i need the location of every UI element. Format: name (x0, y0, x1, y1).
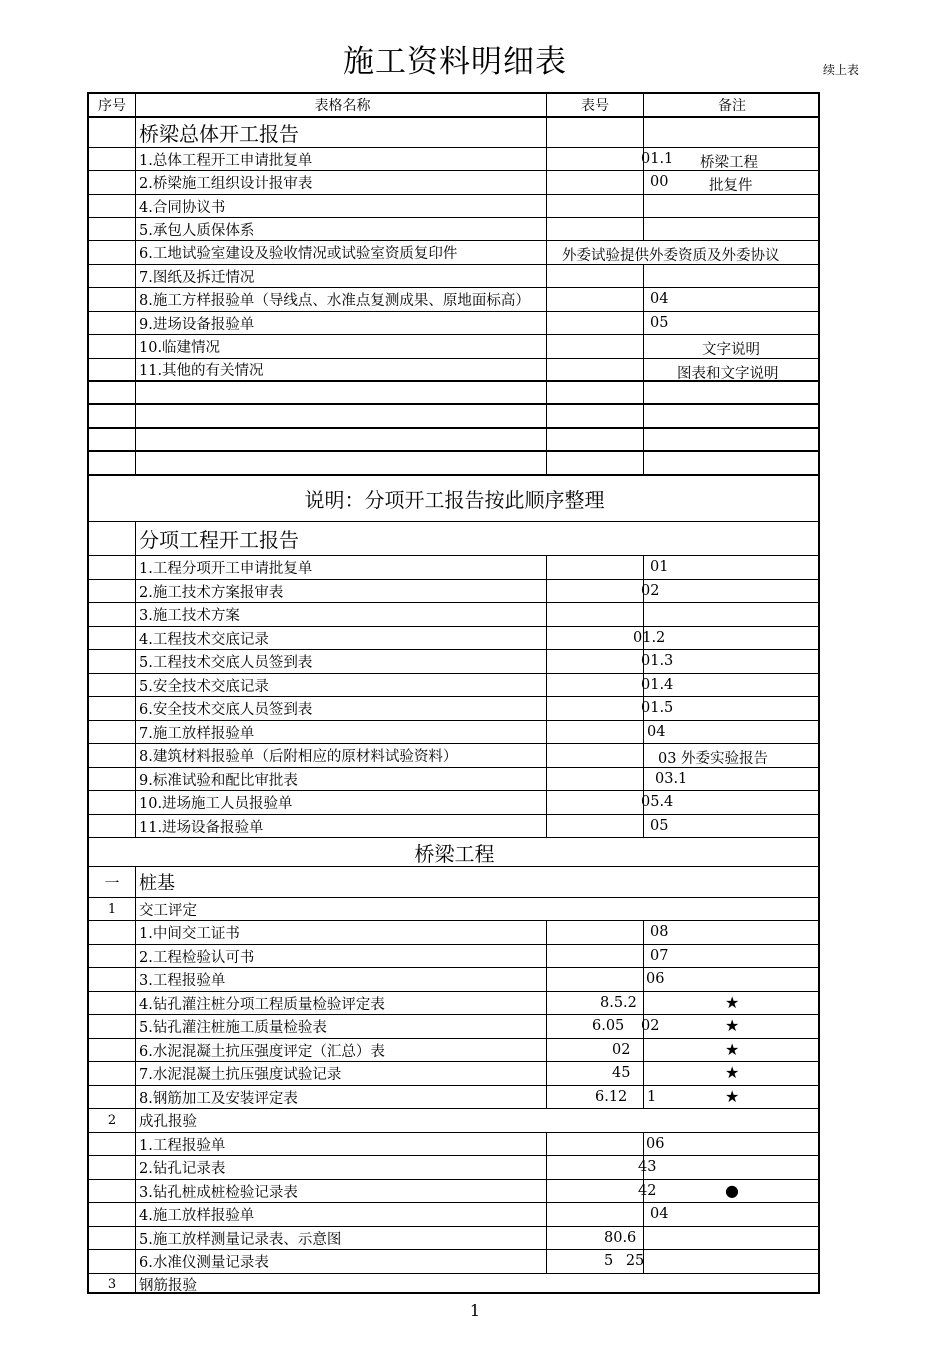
row-code: 01.3 (641, 653, 674, 669)
row-name: 4.工程技术交底记录 (136, 627, 547, 649)
row-code: 01 (650, 559, 669, 575)
row-name: 3.钻孔桩成桩检验记录表 (136, 1180, 547, 1202)
table-row (89, 148, 818, 171)
row-code: 05 (650, 818, 669, 834)
row-code-2: 02 (641, 1018, 660, 1034)
empty-row (89, 452, 818, 476)
row-name: 6.工地试验室建设及验收情况或试验室资质复印件 (136, 241, 547, 264)
table-row (89, 1227, 818, 1250)
row-name: 6.安全技术交底人员签到表 (136, 697, 547, 720)
row-name: 4.合同协议书 (136, 195, 547, 217)
table-row (89, 791, 818, 815)
table-row (89, 171, 818, 195)
table-header-row (89, 94, 818, 118)
row-name: 1.总体工程开工申请批复单 (136, 148, 547, 170)
row-code: 6.05 (592, 1018, 625, 1034)
continued-label: 续上表 (823, 63, 860, 77)
table-row (89, 1156, 818, 1180)
row-name: 8.施工方样报验单（导线点、水准点复测成果、原地面标高） (136, 288, 547, 311)
row-code: 00 (650, 174, 669, 190)
row-code: 04 (650, 291, 669, 307)
row-name: 4.施工放样报验单 (136, 1203, 547, 1226)
row-name: 8.钢筋加工及安装评定表 (136, 1086, 547, 1108)
table-row (89, 288, 818, 312)
table-row (89, 1133, 818, 1156)
star-icon: ★ (725, 1016, 740, 1035)
material-list-table (87, 92, 820, 1294)
section-row (89, 522, 818, 556)
table-row (89, 697, 818, 721)
group-row (89, 867, 818, 898)
section-row (89, 118, 818, 148)
star-icon: ★ (725, 993, 740, 1012)
empty-row (89, 429, 818, 452)
section-title: 桥梁总体开工报告 (136, 118, 547, 147)
row-name: 3.工程报验单 (136, 968, 547, 991)
row-name: 11.其他的有关情况 (136, 359, 547, 380)
star-icon: ★ (725, 1063, 740, 1082)
row-code: 06 (646, 1136, 665, 1152)
subgroup-number: 1 (89, 898, 136, 920)
row-name: 7.水泥混凝土抗压强度试验记录 (136, 1062, 547, 1085)
row-name: 5.工程技术交底人员签到表 (136, 650, 547, 673)
row-name: 5.钻孔灌注桩施工质量检验表 (136, 1015, 547, 1038)
subgroup-row (89, 1109, 818, 1133)
table-row (89, 312, 818, 335)
header-seq: 序号 (89, 94, 136, 116)
row-name: 6.水准仪测量记录表 (136, 1250, 547, 1273)
table-row (89, 359, 818, 382)
row-name: 9.进场设备报验单 (136, 312, 547, 334)
table-row (89, 627, 818, 650)
table-row (89, 218, 818, 241)
dot-icon: ● (725, 1181, 739, 1200)
table-row (89, 1203, 818, 1227)
row-code: 04 (650, 1206, 669, 1222)
row-code: 42 (638, 1183, 657, 1199)
row-name: 11.进场设备报验单 (136, 815, 547, 837)
table-row (89, 992, 818, 1015)
chapter-title: 桥梁工程 (414, 841, 495, 866)
row-code: 05 (650, 315, 669, 331)
row-name: 2.钻孔记录表 (136, 1156, 547, 1179)
subgroup-title: 钢筋报验 (139, 1277, 197, 1294)
row-name: 3.施工技术方案 (136, 603, 547, 626)
table-row (89, 968, 818, 992)
row-code: 45 (612, 1065, 631, 1081)
subgroup-number: 3 (89, 1274, 136, 1294)
table-row (89, 335, 818, 359)
table-row (89, 721, 818, 744)
row-note: 外委试验提供外委资质及外委协议 (562, 248, 780, 264)
row-code: 6.12 (595, 1089, 628, 1105)
table-row (89, 1250, 818, 1274)
table-row (89, 1062, 818, 1086)
table-row (89, 768, 818, 791)
table-row (89, 195, 818, 218)
table-row (89, 241, 818, 265)
group-number: 一 (89, 867, 136, 897)
row-note: 批复件 (709, 178, 753, 194)
header-note: 备注 (718, 98, 746, 114)
table-row (89, 674, 818, 697)
row-name: 5.安全技术交底记录 (136, 674, 547, 696)
page-title: 施工资料明细表 (343, 44, 567, 80)
row-code: 8.5.2 (600, 995, 637, 1011)
note-text: 说明：分项开工报告按此顺序整理 (304, 488, 605, 512)
row-code: 03.1 (655, 771, 688, 787)
table-row (89, 1039, 818, 1062)
table-row (89, 945, 818, 968)
row-name: 6.水泥混凝土抗压强度评定（汇总）表 (136, 1039, 547, 1061)
row-name: 2.施工技术方案报审表 (136, 580, 547, 602)
row-code: 06 (646, 971, 665, 987)
row-name: 7.施工放样报验单 (136, 721, 547, 743)
row-name: 2.桥梁施工组织设计报审表 (136, 171, 547, 194)
row-code: 08 (650, 924, 669, 940)
section-title: 分项工程开工报告 (139, 528, 299, 552)
row-name: 9.标准试验和配比审批表 (136, 768, 547, 790)
row-code: 80.6 (604, 1230, 637, 1246)
row-name: 2.工程检验认可书 (136, 945, 547, 967)
subgroup-title: 交工评定 (139, 902, 197, 919)
row-code: 04 (647, 724, 666, 740)
table-row (89, 650, 818, 674)
chapter-row (89, 838, 818, 867)
row-name: 1.工程分项开工申请批复单 (136, 556, 547, 579)
row-code: 02 (612, 1042, 631, 1058)
note-row (89, 476, 818, 522)
empty-row (89, 382, 818, 405)
table-row (89, 556, 818, 580)
table-row (89, 815, 818, 838)
row-code: 5 25 (604, 1253, 645, 1269)
row-code: 01.4 (641, 677, 674, 693)
row-code: 05.4 (641, 794, 674, 810)
row-name: 10.临建情况 (136, 335, 547, 358)
row-note: 桥梁工程 (700, 155, 758, 171)
row-name: 7.图纸及拆迁情况 (136, 265, 547, 287)
row-name: 5.承包人质保体系 (136, 218, 547, 240)
table-row (89, 1086, 818, 1109)
table-row (89, 603, 818, 627)
star-icon: ★ (725, 1040, 740, 1059)
row-code-2: 1 (647, 1089, 657, 1105)
row-code: 03 外委实验报告 (658, 751, 769, 767)
star-icon: ★ (725, 1087, 740, 1106)
row-name: 1.工程报验单 (136, 1133, 547, 1155)
subgroup-number: 2 (89, 1109, 136, 1132)
row-code: 01.5 (641, 700, 674, 716)
row-code: 02 (641, 583, 660, 599)
table-row (89, 1015, 818, 1039)
row-code: 43 (638, 1159, 657, 1175)
subgroup-row (89, 898, 818, 921)
header-code: 表号 (547, 94, 644, 116)
table-row (89, 580, 818, 603)
row-name: 10.进场施工人员报验单 (136, 791, 547, 814)
table-row (89, 744, 818, 768)
table-row (89, 921, 818, 945)
empty-row (89, 405, 818, 429)
row-code: 01.2 (633, 630, 666, 646)
row-code: 01.1 (641, 151, 674, 167)
table-row (89, 1180, 818, 1203)
row-code: 07 (650, 948, 669, 964)
row-name: 4.钻孔灌注桩分项工程质量检验评定表 (136, 992, 547, 1014)
table-row (89, 265, 818, 288)
row-name: 8.建筑材料报验单（后附相应的原材料试验资料） (136, 744, 547, 767)
row-name: 1.中间交工证书 (136, 921, 547, 944)
page-number: 1 (469, 1301, 481, 1320)
header-name: 表格名称 (136, 94, 547, 116)
row-note: 图表和文字说明 (677, 366, 779, 382)
row-note: 文字说明 (702, 342, 760, 358)
subgroup-title: 成孔报验 (139, 1114, 197, 1130)
row-name: 5.施工放样测量记录表、示意图 (136, 1227, 547, 1249)
group-title: 桩基 (139, 873, 175, 894)
subgroup-row (89, 1274, 818, 1294)
